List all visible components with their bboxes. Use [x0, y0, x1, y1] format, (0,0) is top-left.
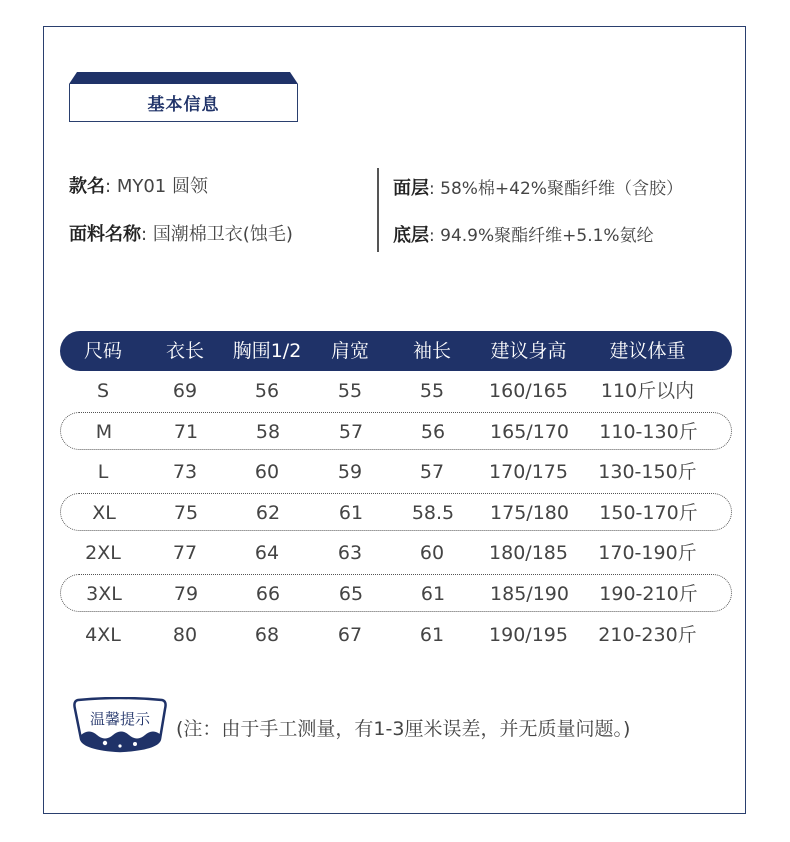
- cell-length: 71: [173, 421, 199, 443]
- cell-length: 73: [172, 461, 198, 483]
- outer-layer-separator: :: [429, 179, 435, 199]
- cell-height: 190/195: [489, 624, 568, 646]
- warm-tip-label: 温馨提示: [89, 710, 150, 728]
- style-value: MY01 圆领: [116, 176, 208, 197]
- cell-shoulder: 67: [337, 624, 363, 646]
- table-row: [60, 493, 732, 531]
- cell-shoulder: 55: [337, 380, 363, 402]
- cell-height: 165/170: [490, 421, 569, 443]
- cell-sleeve: 55: [419, 380, 445, 402]
- cell-size: 4XL: [85, 624, 121, 646]
- cell-length: 75: [173, 502, 199, 524]
- cell-sleeve: 57: [419, 461, 445, 483]
- cell-sleeve: 60: [419, 542, 445, 564]
- table-row: [60, 453, 732, 491]
- cell-length: 77: [172, 542, 198, 564]
- cell-chest: 66: [255, 583, 281, 605]
- cell-length: 79: [173, 583, 199, 605]
- cell-size: XL: [92, 502, 116, 524]
- cell-chest: 64: [254, 542, 280, 564]
- table-row: [60, 574, 732, 612]
- cell-chest: 68: [254, 624, 280, 646]
- info-divider: [377, 168, 379, 252]
- inner-layer-row: [393, 221, 654, 247]
- cell-weight: 130-150斤: [598, 461, 697, 483]
- size-table-header: [60, 331, 732, 371]
- table-row: [60, 534, 732, 572]
- outer-layer-value: 58%棉+42%聚酯纤维（含胶）: [440, 179, 683, 199]
- outer-layer-label: 面层: [393, 178, 429, 199]
- style-row: [69, 172, 208, 198]
- cell-weight: 190-210斤: [599, 583, 698, 605]
- inner-layer-separator: :: [429, 226, 435, 246]
- cell-chest: 56: [254, 380, 280, 402]
- section-tab-top-bar: [69, 72, 298, 84]
- cell-chest: 58: [255, 421, 281, 443]
- warm-tip-badge: [72, 697, 168, 755]
- section-title: 基本信息: [69, 84, 298, 122]
- fabric-name-value: 国潮棉卫衣(蚀毛): [152, 224, 293, 245]
- cell-sleeve: 56: [420, 421, 446, 443]
- cell-height: 170/175: [489, 461, 568, 483]
- fabric-name-separator: :: [141, 224, 148, 245]
- cell-height: 160/165: [489, 380, 568, 402]
- cell-weight: 210-230斤: [598, 624, 697, 646]
- header-weight: 建议体重: [609, 340, 686, 362]
- cell-shoulder: 57: [338, 421, 364, 443]
- cell-height: 175/180: [490, 502, 569, 524]
- cell-chest: 62: [255, 502, 281, 524]
- cell-weight: 150-170斤: [599, 502, 698, 524]
- cell-size: 3XL: [86, 583, 122, 605]
- style-separator: :: [105, 176, 112, 197]
- header-height: 建议身高: [490, 340, 567, 362]
- header-size: 尺码: [83, 340, 122, 362]
- cell-sleeve: 61: [420, 583, 446, 605]
- cell-shoulder: 65: [338, 583, 364, 605]
- table-row: [60, 372, 732, 410]
- cell-size: M: [95, 421, 113, 443]
- header-shoulder: 肩宽: [330, 340, 369, 362]
- inner-layer-label: 底层: [393, 225, 429, 246]
- style-label: 款名: [69, 176, 105, 197]
- cell-sleeve: 58.5: [411, 502, 455, 524]
- inner-layer-value: 94.9%聚酯纤维+5.1%氨纶: [440, 226, 654, 246]
- outer-layer-row: [393, 174, 683, 200]
- table-row: [60, 616, 732, 654]
- cell-size: 2XL: [85, 542, 121, 564]
- cell-shoulder: 59: [337, 461, 363, 483]
- cell-height: 185/190: [490, 583, 569, 605]
- section-tab: [69, 72, 298, 122]
- cell-shoulder: 61: [338, 502, 364, 524]
- cell-weight: 110斤以内: [600, 380, 695, 402]
- fabric-name-label: 面料名称: [69, 224, 141, 245]
- header-length: 衣长: [165, 340, 204, 362]
- cell-shoulder: 63: [337, 542, 363, 564]
- fabric-name-row: [69, 220, 293, 246]
- cell-sleeve: 61: [419, 624, 445, 646]
- cell-weight: 170-190斤: [598, 542, 697, 564]
- header-chest: 胸围1/2: [232, 340, 302, 362]
- cell-length: 69: [172, 380, 198, 402]
- cell-weight: 110-130斤: [599, 421, 698, 443]
- measurement-note: (注：由于手工测量，有1-3厘米误差，并无质量问题。): [176, 718, 631, 740]
- cell-chest: 60: [254, 461, 280, 483]
- header-sleeve: 袖长: [412, 340, 451, 362]
- cell-height: 180/185: [489, 542, 568, 564]
- table-row: [60, 412, 732, 450]
- cell-size: S: [96, 380, 110, 402]
- cell-size: L: [97, 461, 109, 483]
- cell-length: 80: [172, 624, 198, 646]
